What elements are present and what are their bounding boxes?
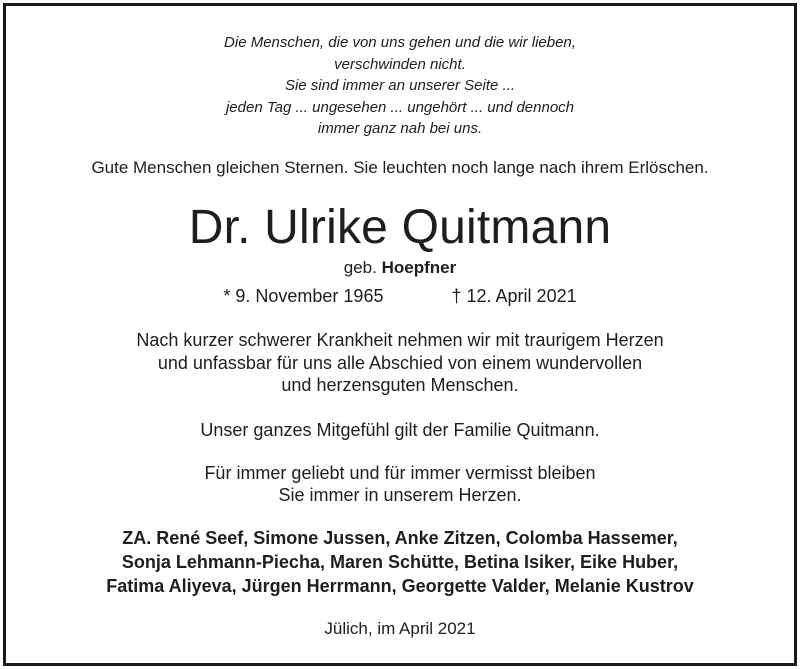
life-dates [0, 286, 800, 307]
birth-date: * 9. November 1965 [223, 286, 384, 306]
geb-prefix: geb. [343, 258, 377, 277]
quote: Gute Menschen gleichen Sternen. Sie leuchten noch lange nach ihrem Erlöschen. [91, 158, 709, 177]
deceased-name: Dr. Ulrike Quitmann [188, 201, 612, 254]
poem-line: verschwinden nicht. [334, 56, 466, 73]
poem-line: jeden Tag ... ungesehen ... ungehört ... und dennoch [225, 99, 575, 116]
death-date: † 12. April 2021 [451, 286, 577, 306]
paragraph-line: und unfassbar für uns alle Abschied von einem wundervollen [157, 353, 643, 373]
mourners-line: Fatima Aliyeva, Jürgen Herrmann, Georgette Valder, Melanie Kustrov [106, 576, 694, 596]
paragraph-line: Nach kurzer schwerer Krankheit nehmen wir mit traurigem Herzen [136, 330, 664, 350]
paragraph-line: und herzensguten Menschen. [281, 375, 519, 395]
place-date: Jülich, im April 2021 [324, 619, 476, 638]
maiden-name-line [0, 258, 800, 278]
paragraph-line: Für immer geliebt und für immer vermisst bleiben [204, 463, 596, 483]
maiden-name: Hoepfner [381, 258, 457, 277]
poem-line: Sie sind immer an unserer Seite ... [284, 77, 516, 94]
mourners-line: ZA. René Seef, Simone Jussen, Anke Zitzen, Colomba Hassemer, [122, 528, 678, 548]
poem-line: Die Menschen, die von uns gehen und die wir lieben, [224, 34, 576, 51]
paragraph-line: Sie immer in unserem Herzen. [278, 485, 522, 505]
mourners-line: Sonja Lehmann-Piecha, Maren Schütte, Betina Isiker, Eike Huber, [121, 552, 679, 572]
poem-line: immer ganz nah bei uns. [317, 120, 483, 137]
condolence-line: Unser ganzes Mitgefühl gilt der Familie Quitmann. [200, 420, 600, 440]
